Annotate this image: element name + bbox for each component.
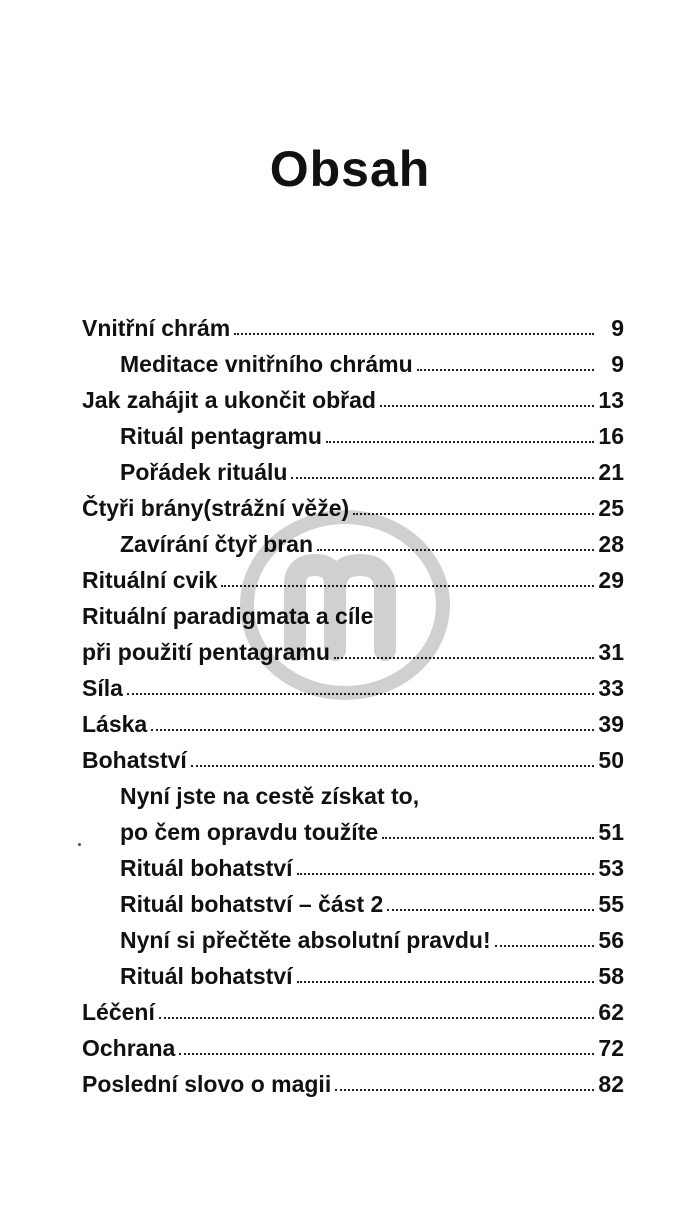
toc-entry	[120, 448, 624, 484]
toc-entry	[120, 412, 624, 448]
toc-entry	[82, 736, 624, 772]
toc-entry-label: Vnitřní chrám	[82, 315, 231, 341]
toc-entry-page: 56	[598, 927, 624, 953]
page-title: Obsah	[269, 141, 431, 197]
toc-leader-dots	[317, 549, 594, 551]
toc-entry-label: Nyní jste na cestě získat to,	[120, 783, 420, 809]
toc-entry	[82, 556, 624, 592]
toc-entry	[82, 664, 624, 700]
toc-entry-page: 13	[598, 387, 624, 413]
toc-entry-page: 33	[598, 675, 624, 701]
toc-entry-label: při použití pentagramu	[82, 639, 330, 665]
toc-leader-dots	[326, 441, 594, 443]
toc-entry	[82, 700, 624, 736]
toc-entry-label: Ochrana	[82, 1035, 176, 1061]
toc-entry-page: 21	[598, 459, 624, 485]
toc-entry-page: 82	[598, 1071, 624, 1097]
toc-entry-label: Čtyři brány(strážní věže)	[82, 495, 350, 521]
toc-entry-page: 62	[598, 999, 624, 1025]
toc-leader-dots	[221, 585, 594, 587]
toc-entry-page: 72	[598, 1035, 624, 1061]
toc-entry-label: Rituální cvik	[82, 567, 218, 593]
toc-entry-page: 28	[598, 531, 624, 557]
toc-entry	[82, 376, 624, 412]
toc-leader-dots	[380, 405, 594, 407]
toc-entry-label: Bohatství	[82, 747, 187, 773]
toc-entry-page: 9	[611, 315, 624, 341]
toc-leader-dots	[417, 369, 594, 371]
toc-entry-page: 50	[598, 747, 624, 773]
toc-entry-page: 31	[598, 639, 624, 665]
toc-leader-dots	[151, 729, 594, 731]
toc-entry	[120, 952, 624, 988]
toc-entry-label: Nyní si přečtěte absolutní pravdu!	[120, 927, 491, 953]
toc-entry-label: po čem opravdu toužíte	[120, 819, 379, 845]
toc-entry-label: Rituál bohatství – část 2	[120, 891, 384, 917]
toc-leader-dots	[234, 333, 594, 335]
toc-entry	[82, 304, 624, 340]
toc-leader-dots	[387, 909, 594, 911]
toc-entry	[120, 808, 624, 844]
toc-leader-dots	[495, 945, 594, 947]
toc-entry-page: 9	[611, 351, 624, 377]
toc-leader-dots	[335, 1089, 594, 1091]
toc-leader-dots	[297, 981, 594, 983]
scan-speck	[78, 843, 81, 846]
toc-entry	[82, 1060, 624, 1096]
toc-entry-label: Poslední slovo o magii	[82, 1071, 332, 1097]
toc-entry	[82, 988, 624, 1024]
toc-entry	[120, 844, 624, 880]
toc-entry-page: 39	[598, 711, 624, 737]
toc-entry-page: 58	[598, 963, 624, 989]
toc-leader-dots	[291, 477, 594, 479]
toc-leader-dots	[297, 873, 594, 875]
toc-leader-dots	[353, 513, 594, 515]
toc-entry-label: Rituální paradigmata a cíle	[82, 603, 374, 629]
toc-entry-label: Láska	[82, 711, 148, 737]
toc-entry	[82, 1024, 624, 1060]
toc-entry-page: 25	[598, 495, 624, 521]
toc-entry-label: Rituál pentagramu	[120, 423, 322, 449]
toc-entry-page: 53	[598, 855, 624, 881]
toc-entry	[82, 484, 624, 520]
toc-entry-page: 55	[598, 891, 624, 917]
toc-leader-dots	[382, 837, 594, 839]
toc-entry-page: 16	[598, 423, 624, 449]
toc-entry	[120, 916, 624, 952]
toc-entry-label: Síla	[82, 675, 123, 701]
toc-leader-dots	[179, 1053, 594, 1055]
toc-leader-dots	[159, 1017, 594, 1019]
toc-leader-dots	[334, 657, 594, 659]
toc-entry-page: 51	[598, 819, 624, 845]
toc-entry-label: Rituál bohatství	[120, 855, 293, 881]
toc-leader-dots	[191, 765, 594, 767]
toc-entry	[120, 880, 624, 916]
toc-entry-label: Pořádek rituálu	[120, 459, 288, 485]
toc-entry-label: Rituál bohatství	[120, 963, 293, 989]
toc-entry-label: Léčení	[82, 999, 155, 1025]
toc-entry	[120, 520, 624, 556]
toc-entry	[120, 340, 624, 376]
toc-entry-label: Jak zahájit a ukončit obřad	[82, 387, 376, 413]
toc-entry	[82, 628, 624, 664]
toc-entry-label: Zavírání čtyř bran	[120, 531, 314, 557]
toc-entry-label: Meditace vnitřního chrámu	[120, 351, 413, 377]
toc-leader-dots	[127, 693, 594, 695]
toc-entry-page: 29	[598, 567, 624, 593]
toc-entry	[120, 772, 624, 808]
toc-entry	[82, 592, 624, 628]
